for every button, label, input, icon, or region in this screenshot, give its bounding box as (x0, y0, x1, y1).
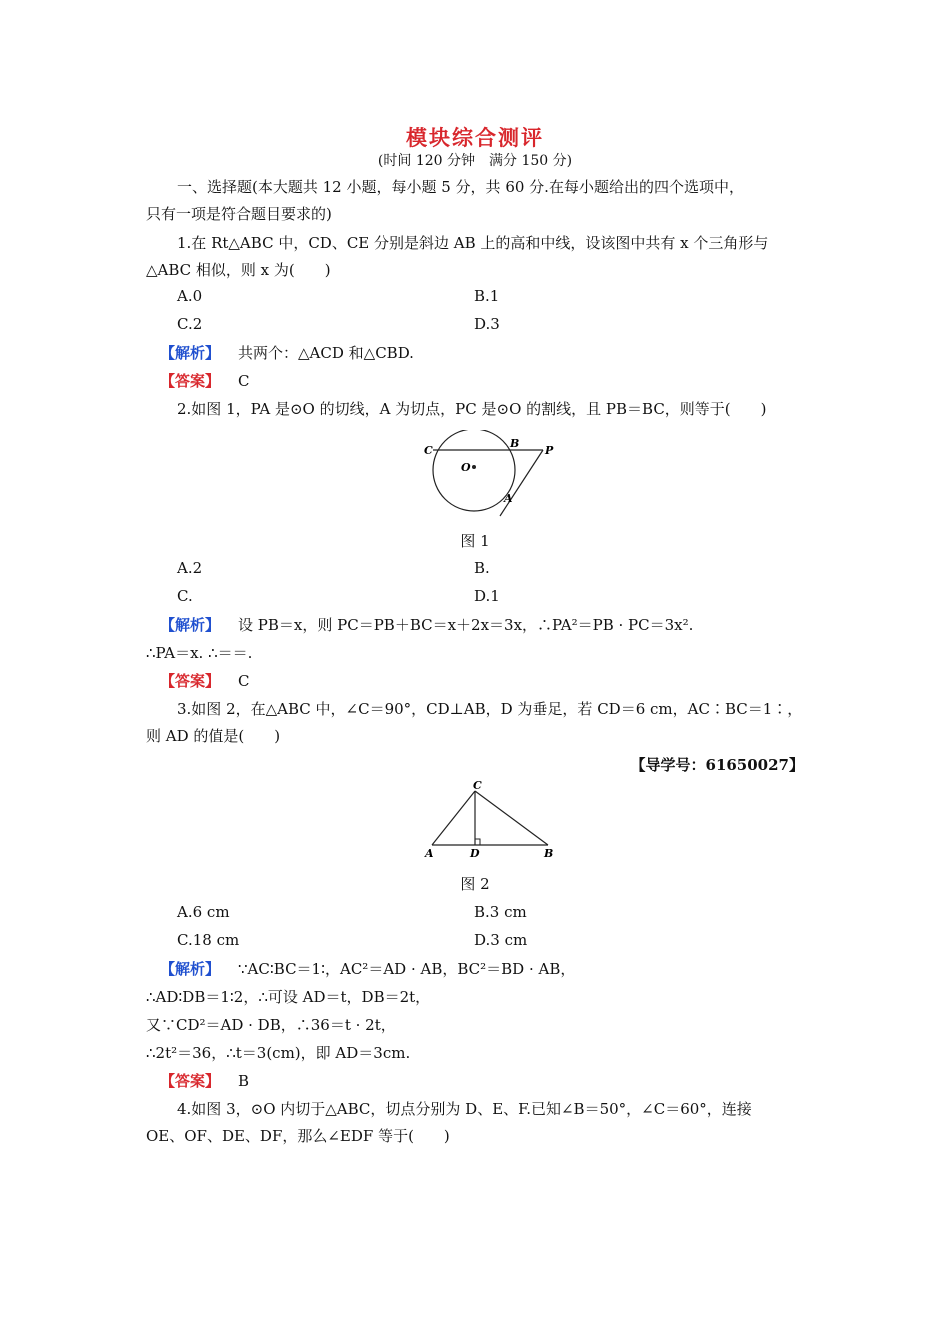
guide-number: 【导学号：61650027】 (630, 756, 804, 774)
q1-stem-line1: 1.在 Rt△ABC 中，CD、CE 分别是斜边 AB 上的高和中线，设该图中共有 x 个三角形与 (177, 234, 769, 252)
circle-o (433, 430, 515, 511)
figure-1-caption: 图 1 (460, 532, 490, 550)
q2-option-d: D.1 (474, 587, 500, 605)
label-c: C (473, 779, 482, 792)
q3-analysis-line1 (160, 958, 575, 979)
label-b: B (544, 847, 554, 860)
label-c: C (424, 444, 433, 457)
answer-label: 【答案】 (160, 1072, 221, 1090)
answer-label: 【答案】 (160, 672, 221, 690)
q1-analysis (160, 342, 414, 363)
label-p: P (545, 444, 554, 457)
q1-answer (160, 370, 250, 391)
q1-option-d: D.3 (474, 315, 500, 333)
label-o: O (461, 461, 471, 474)
q3-stem-line1: 3.如图 2，在△ABC 中，∠C＝90°，CD⊥AB，D 为垂足，若 CD＝6 cm，AC∶BC＝1∶， (177, 700, 803, 718)
label-b: B (510, 437, 520, 450)
q2-answer (160, 670, 250, 691)
q2-option-c: C. (177, 587, 193, 605)
side-ac (432, 791, 475, 845)
q3-stem-line2: 则 AD 的值是( ) (146, 727, 281, 745)
label-d: D (470, 847, 480, 860)
q4-stem-line1: 4.如图 3，⊙O 内切于△ABC，切点分别为 D、E、F.已知∠B＝50°，∠C＝60°，连接 (177, 1100, 752, 1118)
analysis-label: 【解析】 (160, 616, 221, 634)
label-a: A (425, 847, 434, 860)
analysis-text: ∵AC∶BC＝1∶，AC²＝AD · AB，BC²＝BD · AB， (238, 960, 576, 978)
q3-analysis-line2: ∴AD∶DB＝1∶2，∴可设 AD＝t，DB＝2t， (146, 988, 431, 1006)
figure-1-circle-secant (420, 430, 560, 530)
answer-text: C (238, 372, 250, 390)
right-angle-mark (475, 839, 480, 845)
q2-stem-line1: 2.如图 1，PA 是⊙O 的切线，A 为切点，PC 是⊙O 的割线，且 PB＝BC，则等于( ) (177, 400, 767, 418)
analysis-label: 【解析】 (160, 960, 221, 978)
figure-2-caption: 图 2 (460, 875, 490, 893)
q1-option-a: A.0 (177, 287, 203, 305)
q2-option-a: A.2 (177, 559, 203, 577)
q3-analysis-line3: 又∵CD²＝AD · DB，∴36＝t · 2t， (146, 1016, 396, 1034)
q1-option-c: C.2 (177, 315, 203, 333)
q2-option-b: B. (474, 559, 490, 577)
q1-option-b: B.1 (474, 287, 500, 305)
analysis-text: 共两个：△ACD 和△CBD. (238, 344, 414, 362)
q2-analysis-line1 (160, 614, 693, 635)
answer-text: C (238, 672, 250, 690)
q2-analysis-line2: ∴PA＝x. ∴＝＝. (146, 644, 253, 662)
label-a: A (504, 492, 513, 505)
page-subtitle: (时间 120 分钟 满分 150 分) (377, 153, 573, 169)
section-intro-line2: 只有一项是符合题目要求的) (146, 205, 332, 223)
page-title: 模块综合测评 (406, 126, 544, 150)
q3-option-a: A.6 cm (177, 903, 230, 921)
analysis-label: 【解析】 (160, 344, 221, 362)
analysis-text: 设 PB＝x，则 PC＝PB＋BC＝x＋2x＝3x，∴PA²＝PB · PC＝3x². (238, 616, 694, 634)
q3-answer (160, 1070, 249, 1091)
center-point-o (472, 465, 476, 469)
q1-stem-line2: △ABC 相似，则 x 为( ) (146, 261, 331, 279)
q4-stem-line2: OE、OF、DE、DF，那么∠EDF 等于( ) (146, 1127, 450, 1145)
q3-option-d: D.3 cm (474, 931, 528, 949)
section-intro-line1: 一、选择题(本大题共 12 小题，每小题 5 分，共 60 分.在每小题给出的四个选项中， (177, 178, 744, 196)
answer-label: 【答案】 (160, 372, 221, 390)
q3-option-c: C.18 cm (177, 931, 240, 949)
side-bc (475, 791, 548, 845)
figure-2-right-triangle (418, 778, 563, 860)
q3-option-b: B.3 cm (474, 903, 527, 921)
answer-text: B (238, 1072, 250, 1090)
tangent-pa (500, 450, 543, 516)
q3-analysis-line4: ∴2t²＝36，∴t＝3(cm)，即 AD＝3cm. (146, 1044, 411, 1062)
